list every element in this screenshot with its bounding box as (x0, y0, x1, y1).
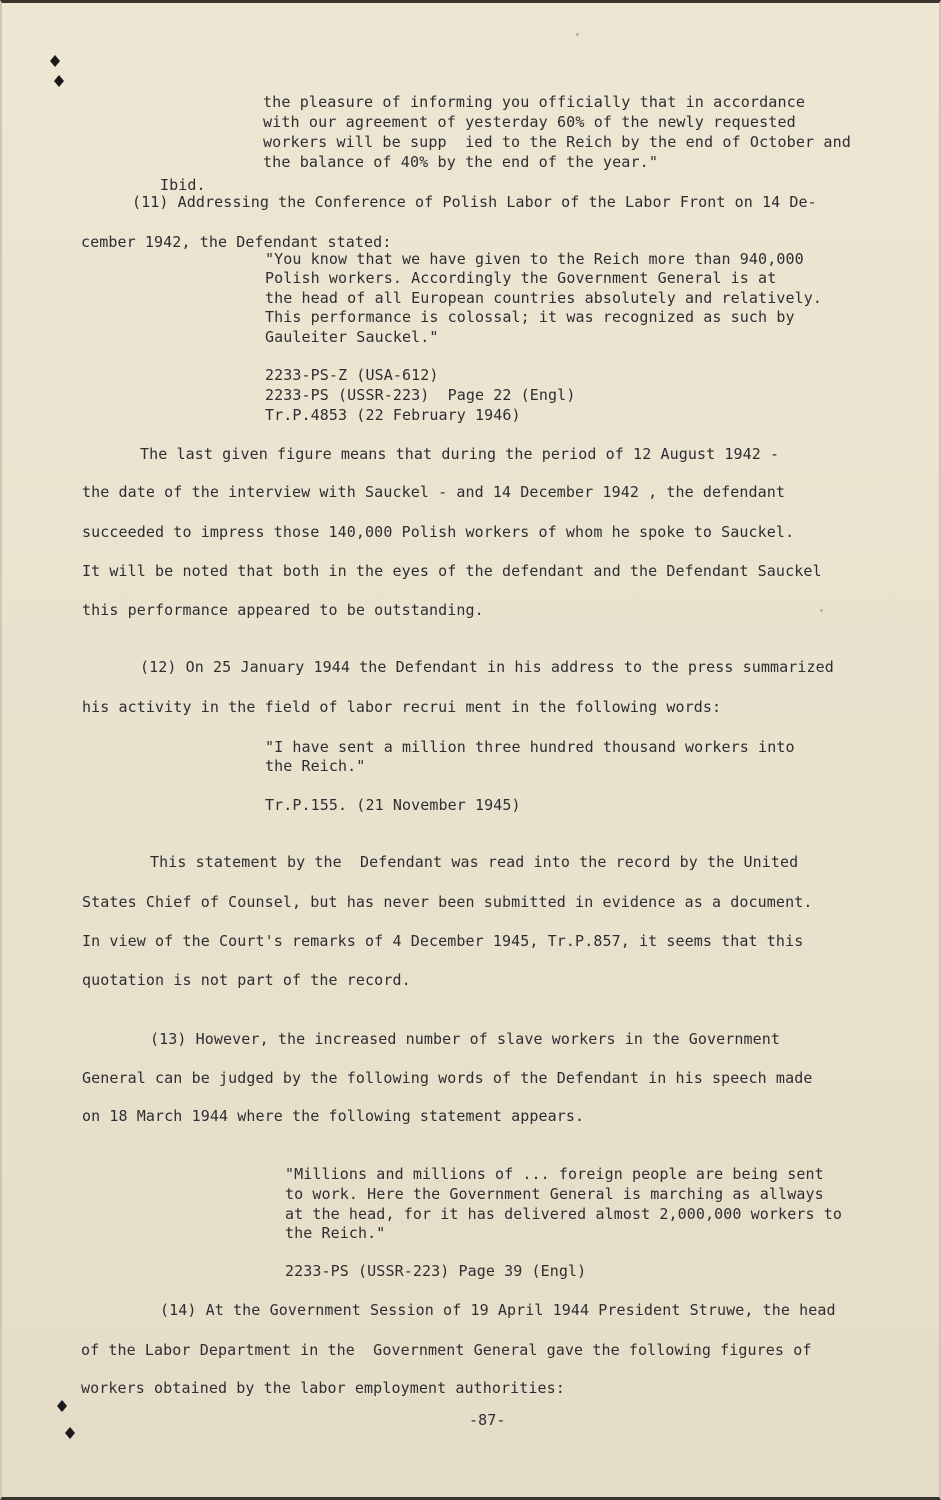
quote-11-line-4: This performance is colossal; it was recognized as such by (265, 308, 795, 326)
paragraph-statement-line-2: States Chief of Counsel, but has never been submitted in evidence as a document. (82, 893, 813, 911)
paragraph-figure-line-2: the date of the interview with Sauckel - and 14 December 1942 , the defendant (82, 483, 786, 501)
reference-11-line-2: 2233-PS (USSR-223) Page 22 (Engl) (265, 386, 576, 404)
quote-12-line-1: "I have sent a million three hundred thousand workers into (265, 738, 795, 756)
section-11-line-2: cember 1942, the Defendant stated: (81, 233, 392, 251)
section-11-line-1: (11) Addressing the Conference of Polish Labor of the Labor Front on 14 De- (132, 193, 817, 211)
quote-13-line-2: to work. Here the Government General is marching as allways (285, 1185, 824, 1203)
ibid-citation: Ibid. (160, 176, 206, 194)
reference-11-line-1: 2233-PS-Z (USA-612) (265, 366, 439, 384)
reference-13: 2233-PS (USSR-223) Page 39 (Engl) (285, 1262, 587, 1280)
quote-continuation-line-1: the pleasure of informing you officially that in accordance (263, 93, 806, 111)
paragraph-figure-line-4: It will be noted that both in the eyes of the defendant and the Defendant Sauckel (82, 562, 822, 580)
quote-11-line-3: the head of all European countries absolutely and relatively. (265, 289, 822, 307)
section-13-line-2: General can be judged by the following words of the Defendant in his speech made (82, 1069, 813, 1087)
quote-13-line-3: at the head, for it has delivered almost 2,000,000 workers to (285, 1205, 842, 1223)
section-13-line-1: (13) However, the increased number of slave workers in the Government (150, 1030, 781, 1048)
section-14-line-2: of the Labor Department in the Government General gave the following figures of (81, 1341, 812, 1359)
quote-continuation-line-3: workers will be supp ied to the Reich by the end of October and (263, 133, 851, 151)
section-12-line-2: his activity in the field of labor recrui ment in the following words: (82, 698, 722, 716)
section-12-line-1: (12) On 25 January 1944 the Defendant in his address to the press summarized (140, 658, 834, 676)
quote-11-line-2: Polish workers. Accordingly the Government General is at (265, 269, 777, 287)
quote-continuation-line-2: with our agreement of yesterday 60% of the newly requested (263, 113, 796, 131)
quote-11-line-1: "You know that we have given to the Reich more than 940,000 (265, 250, 804, 268)
quote-12-line-2: the Reich." (265, 757, 366, 775)
page-number: -87- (469, 1411, 506, 1429)
quote-13-line-1: "Millions and millions of ... foreign people are being sent (285, 1165, 824, 1183)
reference-12: Tr.P.155. (21 November 1945) (265, 796, 521, 814)
quote-11-line-5: Gauleiter Sauckel." (265, 328, 439, 346)
quote-13-line-4: the Reich." (285, 1224, 386, 1242)
paragraph-figure-line-3: succeeded to impress those 140,000 Polish workers of whom he spoke to Sauckel. (82, 523, 795, 541)
quote-continuation-line-4: the balance of 40% by the end of the year." (263, 153, 659, 171)
paper-speck (576, 33, 579, 36)
section-14-line-1: (14) At the Government Session of 19 April 1944 President Struwe, the head (160, 1301, 836, 1319)
section-14-line-3: workers obtained by the labor employment authorities: (81, 1379, 565, 1397)
paragraph-figure-line-1: The last given figure means that during the period of 12 August 1942 - (140, 445, 780, 463)
paragraph-statement-line-1: This statement by the Defendant was read into the record by the United (150, 853, 799, 871)
paragraph-figure-line-5: this performance appeared to be outstanding. (82, 601, 484, 619)
paragraph-statement-line-4: quotation is not part of the record. (82, 971, 411, 989)
reference-11-line-3: Tr.P.4853 (22 February 1946) (265, 406, 521, 424)
paragraph-statement-line-3: In view of the Court's remarks of 4 December 1945, Tr.P.857, it seems that this (82, 932, 804, 950)
paper-speck (820, 609, 823, 612)
section-13-line-3: on 18 March 1944 where the following statement appears. (82, 1107, 585, 1125)
